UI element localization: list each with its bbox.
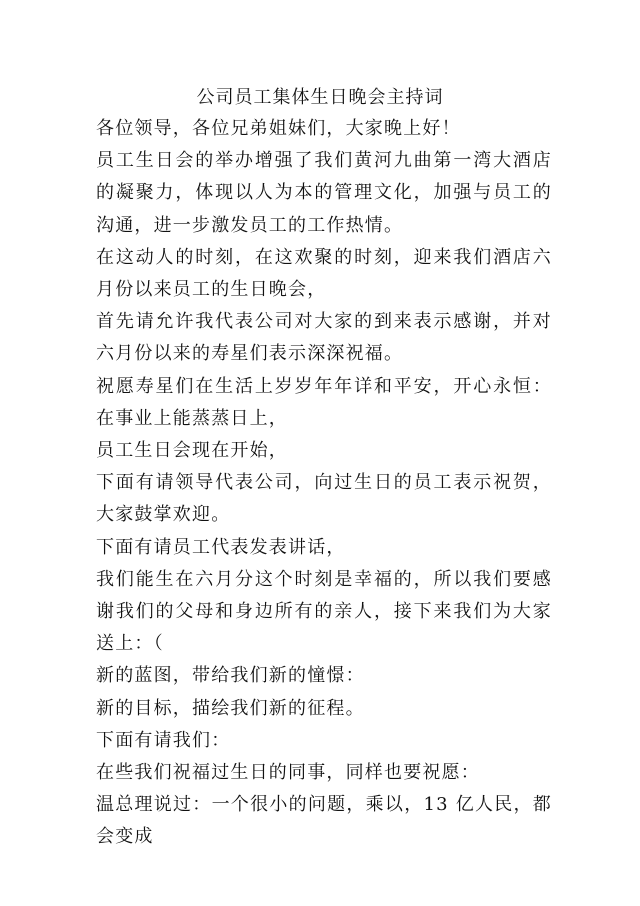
paragraph: 员工生日会现在开始，: [96, 440, 288, 462]
paragraph: 温总理说过：一个很小的问题，乘以，13 亿人民，都会变成: [96, 794, 552, 848]
paragraph: 在这动人的时刻，在这欢聚的时刻，迎来我们酒店六月份以来员工的生日晚会，: [96, 246, 552, 301]
paragraph: 在些我们祝福过生日的同事，同样也要祝愿：: [96, 762, 480, 784]
paragraph: 我们能生在六月分这个时刻是幸福的，所以我们要感谢我们的父母和身边所有的亲人，接下来我们为大家送上：（: [96, 568, 552, 655]
paragraph: 新的目标，描绘我们新的征程。: [96, 697, 365, 719]
document-body: [96, 113, 552, 854]
paragraph: 首先请允许我代表公司对大家的到来表示感谢，并对六月份以来的寿星们表示深深祝福。: [96, 311, 552, 365]
paragraph: 祝愿寿星们在生活上岁岁年年详和平安，开心永恒：在事业上能蒸蒸日上，: [96, 375, 552, 429]
paragraph: 下面有请领导代表公司，向过生日的员工表示祝贺，大家鼓掌欢迎。: [96, 472, 552, 526]
paragraph: 各位领导，各位兄弟姐妹们，大家晚上好！: [96, 118, 461, 139]
paragraph: 新的蓝图，带给我们新的憧憬：: [96, 665, 365, 687]
document-title: 公司员工集体生日晚会主持词: [196, 87, 444, 108]
paragraph: 下面有请我们：: [96, 729, 231, 751]
paragraph: 下面有请员工代表发表讲话，: [96, 536, 346, 558]
paragraph: 员工生日会的举办增强了我们黄河九曲第一湾大酒店的凝聚力，体现以人为本的管理文化，加强与员工的沟通，进一步激发员工的工作热情。: [96, 150, 552, 236]
